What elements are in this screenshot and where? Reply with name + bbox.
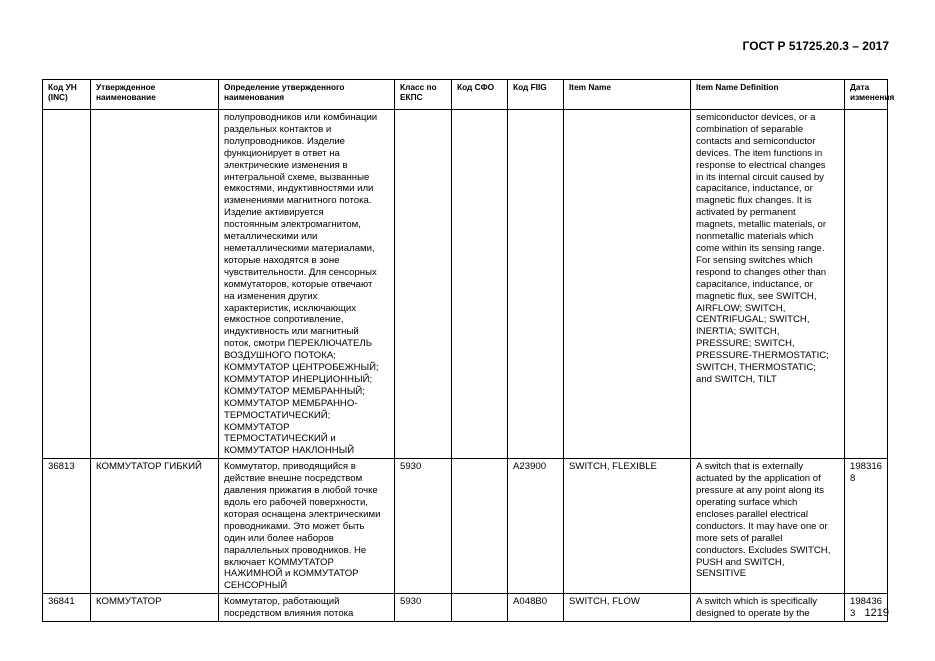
text-line: magnetic flux, see SWITCH, [696,290,817,302]
text-line: неметаллическими материалами, [224,242,375,254]
text-line: электрические изменения в [224,159,348,171]
text-line: activated by permanent [696,207,796,219]
text-line: которая оснащена электрическими [224,508,381,520]
text-line: КОММУТАТОР ИНЕРЦИОННЫЙ; [224,373,373,385]
table-header-row [43,80,888,110]
ekps-class-cell [395,110,452,459]
text-line: проводниками. Это может быть [224,520,365,532]
text-line: включает КОММУТАТОР [224,556,334,568]
text-line: СЕНСОРНЫЙ [224,580,288,592]
ekps-class-cell: 5930 [395,594,452,622]
text-line: A switch that is externally [696,461,804,473]
text-line: давления прижатия в любой точке [224,485,378,497]
text-line: SENSITIVE [696,568,747,580]
text-line: Изделие активируется [224,207,324,219]
text-line: For sensing switches which [696,254,813,266]
text-line: интегральной схеме, вызванные [224,171,370,183]
text-line: коммутаторов, которые отвечают [224,278,373,290]
text-line: полупроводников. Изделие [224,135,346,147]
text-line: capacitance, inductance, or [696,278,813,290]
column-header-definition-ru: Определение утвержденного наименования [219,80,395,110]
text-line: PRESSURE-THERMOSTATIC; [696,350,829,362]
column-header-fiig-code: Код FIIG [508,80,564,110]
text-line: характеристик, исключающих [224,302,357,314]
definition-ru-cell [219,594,395,622]
text-line: емкостное сопротивление, [224,314,344,326]
sfo-code-cell [452,594,508,622]
text-line: КОММУТАТОР [224,421,290,433]
text-line: in its internal circuit caused by [696,171,824,183]
approved-name-cell: КОММУТАТОР [91,594,219,622]
definition-ru-cell [219,110,395,459]
text-line: designed to operate by the [696,608,810,620]
table-row [43,110,888,459]
text-line: ТЕРМОСТАТИЧЕСКИЙ и [224,433,336,445]
text-line: semiconductor devices, or a [696,112,816,123]
table-row [43,459,888,594]
item-name-cell: SWITCH, FLEXIBLE [564,459,691,594]
fiig-code-cell [508,110,564,459]
text-line: INERTIA; SWITCH, [696,326,780,338]
page-number: 1219 [864,607,889,619]
text-line: more sets of parallel [696,532,783,544]
text-line: operating surface which [696,497,798,508]
text-line: conductors. It may have one or [696,520,828,532]
column-header-change-date: Дата изменения [845,80,888,110]
text-line: действие внешне посредством [224,473,363,485]
column-header-approved-name: Утвержденное наименование [91,80,219,110]
text-line: Коммутатор, работающий [224,596,340,608]
change-date-cell: 1984363 [845,594,888,622]
text-line: посредством влияния потока [224,608,354,620]
text-line: nonmetallic materials which [696,231,814,243]
column-header-inc: Код УН (INC) [43,80,91,110]
text-line: металлическими или [224,231,318,243]
column-header-item-name: Item Name [564,80,691,110]
text-line: КОММУТАТОР ЦЕНТРОБЕЖНЫЙ; [224,362,379,374]
fiig-code-cell: A048B0 [508,594,564,622]
document-title: ГОСТ Р 51725.20.3 – 2017 [742,39,889,53]
text-line: and SWITCH, TILT [696,373,777,385]
item-name-definition-cell [691,110,845,459]
text-line: НАЖИМНОЙ и КОММУТАТОР [224,568,359,580]
text-line: ТЕРМОСТАТИЧЕСКИЙ; [224,409,331,421]
text-line: actuated by the application of [696,473,821,485]
sfo-code-cell [452,110,508,459]
text-line: combination of separable [696,123,804,135]
text-line: conductors. Excludes SWITCH, [696,544,831,556]
sfo-code-cell [452,459,508,594]
fiig-code-cell: A23900 [508,459,564,594]
text-line: емкостями, индуктивностями или [224,183,374,195]
text-line: come within its sensing range. [696,242,825,254]
text-line: вдоль его рабочей поверхности, [224,497,368,508]
text-line: поток, смотри ПЕРЕКЛЮЧАТЕЛЬ [224,338,372,350]
item-name-definition-cell [691,459,845,594]
text-line: чувствительности. Для сенсорных [224,266,377,278]
text-line: encloses parallel electrical [696,508,808,520]
text-line: response to electrical changes [696,159,826,171]
inc-cell: 36813 [43,459,91,594]
item-name-cell [564,110,691,459]
text-line: pressure at any point along its [696,485,824,497]
text-line: которые находятся в зоне [224,254,340,266]
text-line: один или более наборов [224,532,334,544]
text-line: capacitance, inductance, or [696,183,813,195]
ekps-class-cell: 5930 [395,459,452,594]
text-line: КОММУТАТОР МЕМБРАННО- [224,397,358,409]
text-line: magnets, metallic materials, or [696,219,827,231]
definition-ru-cell [219,459,395,594]
inc-cell [43,110,91,459]
text-line: PUSH and SWITCH, [696,556,785,568]
text-line: КОММУТАТОР МЕМБРАННЫЙ; [224,385,365,397]
item-name-cell: SWITCH, FLOW [564,594,691,622]
text-line: SWITCH, THERMOSTATIC; [696,362,816,374]
text-line: AIRFLOW; SWITCH, [696,302,786,314]
text-line: contacts and semiconductor [696,135,816,147]
text-line: индуктивность или магнитный [224,326,359,338]
approved-name-cell [91,110,219,459]
text-line: A switch which is specifically [696,596,818,608]
text-line: ВОЗДУШНОГО ПОТОКА; [224,350,336,362]
approved-name-cell: КОММУТАТОР ГИБКИЙ [91,459,219,594]
table-row [43,594,888,622]
text-line: magnetic flux changes. It is [696,195,812,207]
item-name-definition-cell [691,594,845,622]
change-date-cell: 1983168 [845,459,888,594]
item-names-table [42,79,895,622]
text-line: полупроводников или комбинации [224,112,378,123]
text-line: раздельных контактов и [224,123,332,135]
column-header-item-name-definition: Item Name Definition [691,80,845,110]
inc-cell: 36841 [43,594,91,622]
text-line: параллельных проводников. Не [224,544,367,556]
text-line: PRESSURE; SWITCH, [696,338,795,350]
change-date-cell [845,110,888,459]
text-line: на изменения других [224,290,318,302]
column-header-sfo-code: Код СФО [452,80,508,110]
text-line: изменениями магнитного потока. [224,195,372,207]
text-line: devices. The item functions in [696,147,823,159]
text-line: CENTRIFUGAL; SWITCH, [696,314,810,326]
text-line: Коммутатор, приводящийся в [224,461,356,473]
text-line: respond to changes other than [696,266,827,278]
text-line: КОММУТАТОР НАКЛОННЫЙ [224,445,355,457]
text-line: постоянным электромагнитом, [224,219,361,231]
text-line: функционирует в ответ на [224,147,340,159]
column-header-ekps-class: Класс по ЕКПС [395,80,452,110]
